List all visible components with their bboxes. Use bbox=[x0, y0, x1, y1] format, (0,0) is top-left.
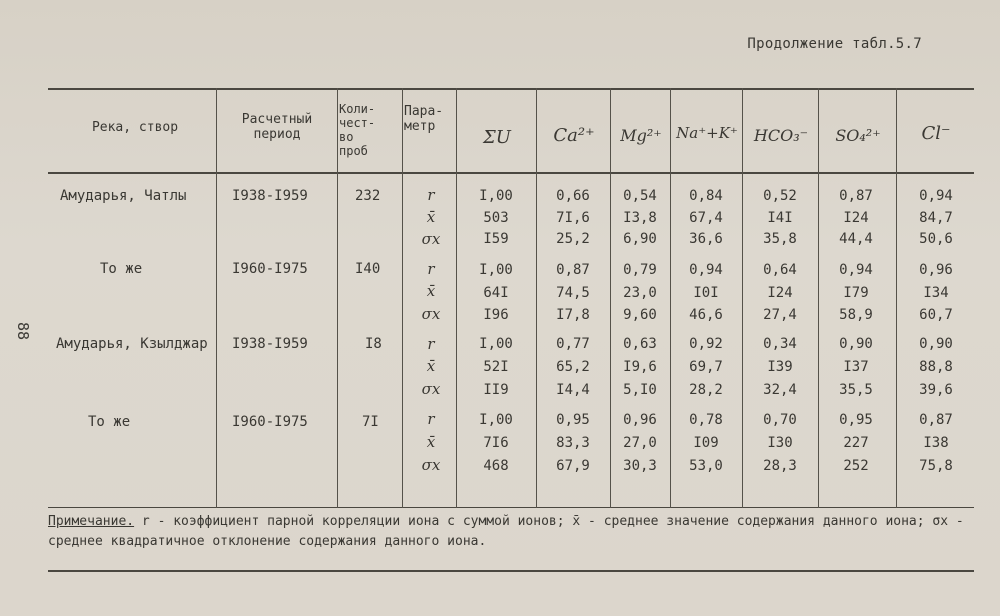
value-cell: I37 bbox=[843, 359, 869, 375]
header-ca: Ca²⁺ bbox=[553, 125, 595, 146]
value-cell: 0,90 bbox=[919, 336, 953, 352]
param-sigma: σx bbox=[421, 305, 441, 323]
value-cell: II9 bbox=[483, 382, 509, 398]
value-cell: 44,4 bbox=[839, 231, 873, 247]
value-cell: 53,0 bbox=[689, 458, 723, 474]
value-cell: 252 bbox=[843, 458, 869, 474]
param-r: r bbox=[427, 186, 435, 204]
value-cell: I,00 bbox=[479, 412, 513, 428]
period: I938-I959 bbox=[232, 336, 308, 352]
value-cell: 503 bbox=[483, 210, 509, 226]
value-cell: 83,3 bbox=[556, 435, 590, 451]
value-cell: 0,96 bbox=[623, 412, 657, 428]
note-body: r - коэффициент парной корреляции иона с суммой ионов; x̄ - среднее значение содержания данного иона; σx - среднее квадратичное отклонение содержания данного иона. bbox=[48, 514, 964, 549]
value-cell: I09 bbox=[693, 435, 719, 451]
param-mean: x̄ bbox=[426, 433, 436, 451]
value-cell: 0,63 bbox=[623, 336, 657, 352]
value-cell: 0,34 bbox=[763, 336, 797, 352]
note-rule bbox=[48, 507, 974, 508]
value-cell: I4,4 bbox=[556, 382, 590, 398]
header-period: Расчетный период bbox=[241, 112, 313, 142]
header-hco3: HCO₃⁻ bbox=[753, 126, 809, 145]
header-parameter: Пара- метр bbox=[404, 104, 444, 134]
header-rule bbox=[48, 172, 974, 174]
param-mean: x̄ bbox=[426, 282, 436, 300]
value-cell: 23,0 bbox=[623, 285, 657, 301]
value-cell: 7I,6 bbox=[556, 210, 590, 226]
param-sigma: σx bbox=[421, 230, 441, 248]
value-cell: 0,96 bbox=[919, 262, 953, 278]
value-cell: I,00 bbox=[479, 336, 513, 352]
value-cell: I3,8 bbox=[623, 210, 657, 226]
river-name: То же bbox=[88, 414, 131, 430]
value-cell: 0,87 bbox=[556, 262, 590, 278]
value-cell: 0,78 bbox=[689, 412, 723, 428]
sample-count: 232 bbox=[355, 188, 381, 204]
param-r: r bbox=[427, 335, 435, 353]
value-cell: I24 bbox=[767, 285, 793, 301]
param-r: r bbox=[427, 260, 435, 278]
value-cell: 60,7 bbox=[919, 307, 953, 323]
value-cell: 58,9 bbox=[839, 307, 873, 323]
value-cell: 35,8 bbox=[763, 231, 797, 247]
value-cell: I59 bbox=[483, 231, 509, 247]
value-cell: 0,87 bbox=[919, 412, 953, 428]
value-cell: 28,2 bbox=[689, 382, 723, 398]
river-name: То же bbox=[100, 261, 143, 277]
value-cell: 65,2 bbox=[556, 359, 590, 375]
value-cell: 0,87 bbox=[839, 188, 873, 204]
value-cell: 75,8 bbox=[919, 458, 953, 474]
value-cell: 0,77 bbox=[556, 336, 590, 352]
value-cell: 0,70 bbox=[763, 412, 797, 428]
value-cell: 5,I0 bbox=[623, 382, 657, 398]
value-cell: 0,94 bbox=[689, 262, 723, 278]
param-sigma: σx bbox=[421, 456, 441, 474]
header-so4: SO₄²⁺ bbox=[835, 126, 881, 145]
value-cell: 67,4 bbox=[689, 210, 723, 226]
value-cell: 50,6 bbox=[919, 231, 953, 247]
value-cell: I38 bbox=[923, 435, 949, 451]
period: I960-I975 bbox=[232, 261, 308, 277]
value-cell: 64I bbox=[483, 285, 509, 301]
header-na-k: Na⁺+K⁺ bbox=[676, 124, 738, 142]
value-cell: 9,60 bbox=[623, 307, 657, 323]
value-cell: 0,90 bbox=[839, 336, 873, 352]
period: I938-I959 bbox=[232, 188, 308, 204]
table-caption: Продолжение табл.5.7 bbox=[747, 36, 922, 52]
value-cell: 0,92 bbox=[689, 336, 723, 352]
value-cell: 227 bbox=[843, 435, 869, 451]
value-cell: 30,3 bbox=[623, 458, 657, 474]
value-cell: 39,6 bbox=[919, 382, 953, 398]
bottom-rule bbox=[48, 570, 974, 572]
note-label: Примечание. bbox=[48, 514, 135, 529]
header-ion-sum: ΣU bbox=[483, 127, 511, 148]
value-cell: 0,79 bbox=[623, 262, 657, 278]
header-cl: Cl⁻ bbox=[921, 123, 951, 144]
header-river: Река, створ bbox=[91, 120, 179, 135]
value-cell: 0,64 bbox=[763, 262, 797, 278]
value-cell: I9,6 bbox=[623, 359, 657, 375]
value-cell: 84,7 bbox=[919, 210, 953, 226]
value-cell: 27,4 bbox=[763, 307, 797, 323]
sample-count: I8 bbox=[365, 336, 382, 352]
value-cell: 6,90 bbox=[623, 231, 657, 247]
value-cell: I,00 bbox=[479, 262, 513, 278]
value-cell: 28,3 bbox=[763, 458, 797, 474]
value-cell: 27,0 bbox=[623, 435, 657, 451]
value-cell: I4I bbox=[767, 210, 793, 226]
column-divider bbox=[216, 88, 217, 508]
param-sigma: σx bbox=[421, 380, 441, 398]
value-cell: I30 bbox=[767, 435, 793, 451]
page-number: 88 bbox=[14, 321, 33, 341]
value-cell: 69,7 bbox=[689, 359, 723, 375]
value-cell: 0,95 bbox=[839, 412, 873, 428]
value-cell: I24 bbox=[843, 210, 869, 226]
value-cell: 74,5 bbox=[556, 285, 590, 301]
column-divider bbox=[337, 88, 338, 508]
value-cell: 35,5 bbox=[839, 382, 873, 398]
value-cell: 0,84 bbox=[689, 188, 723, 204]
value-cell: 25,2 bbox=[556, 231, 590, 247]
value-cell: 468 bbox=[483, 458, 509, 474]
value-cell: 32,4 bbox=[763, 382, 797, 398]
value-cell: I34 bbox=[923, 285, 949, 301]
value-cell: 7I6 bbox=[483, 435, 509, 451]
river-name: Амударья, Кзылджар bbox=[56, 336, 208, 352]
sample-count: 7I bbox=[362, 414, 379, 430]
param-r: r bbox=[427, 410, 435, 428]
value-cell: 52I bbox=[483, 359, 509, 375]
header-sample-count: Коли- чест- во проб bbox=[339, 102, 376, 158]
period: I960-I975 bbox=[232, 414, 308, 430]
param-mean: x̄ bbox=[426, 208, 436, 226]
value-cell: I0I bbox=[693, 285, 719, 301]
value-cell: 0,66 bbox=[556, 188, 590, 204]
column-divider bbox=[402, 88, 403, 508]
value-cell: I39 bbox=[767, 359, 793, 375]
value-cell: 0,95 bbox=[556, 412, 590, 428]
table-note bbox=[48, 512, 978, 552]
value-cell: 46,6 bbox=[689, 307, 723, 323]
sample-count: I40 bbox=[355, 261, 381, 277]
value-cell: 0,52 bbox=[763, 188, 797, 204]
value-cell: 0,94 bbox=[919, 188, 953, 204]
header-mg: Mg²⁺ bbox=[620, 126, 662, 145]
value-cell: 0,54 bbox=[623, 188, 657, 204]
value-cell: 0,94 bbox=[839, 262, 873, 278]
value-cell: I79 bbox=[843, 285, 869, 301]
river-name: Амударья, Чатлы bbox=[60, 188, 187, 204]
value-cell: I,00 bbox=[479, 188, 513, 204]
table-top-rule bbox=[48, 88, 974, 90]
param-mean: x̄ bbox=[426, 357, 436, 375]
value-cell: 67,9 bbox=[556, 458, 590, 474]
value-cell: I7,8 bbox=[556, 307, 590, 323]
value-cell: 36,6 bbox=[689, 231, 723, 247]
value-cell: 88,8 bbox=[919, 359, 953, 375]
value-cell: I96 bbox=[483, 307, 509, 323]
